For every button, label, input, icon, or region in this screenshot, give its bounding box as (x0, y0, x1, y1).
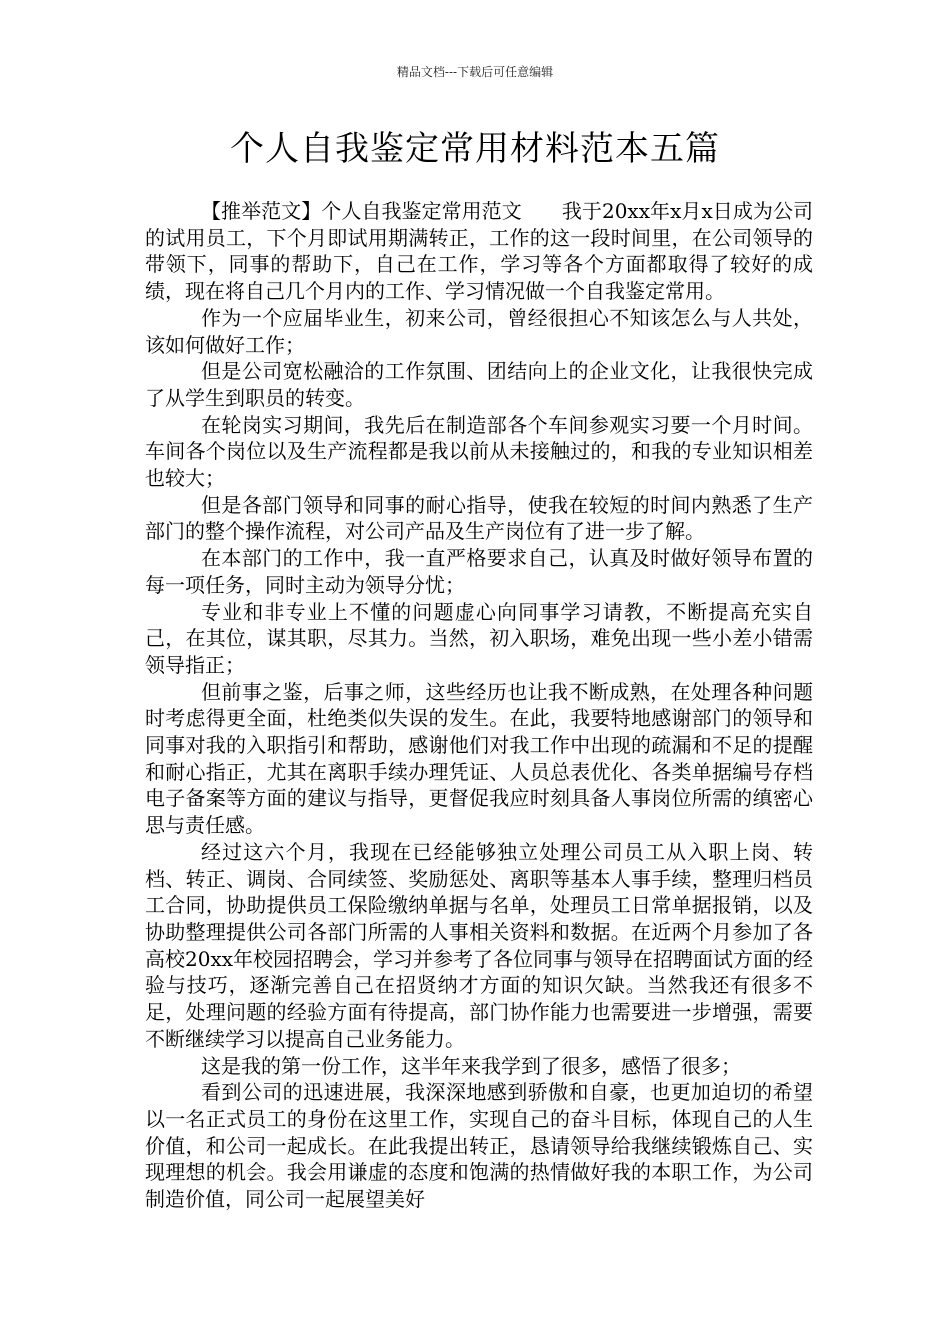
paragraph: 但是公司宽松融洽的工作氛围、团结向上的企业文化，让我很快完成了从学生到职员的转变。 (145, 359, 813, 410)
header-note: 精品文档---下载后可任意编辑 (396, 65, 554, 79)
paragraph: 在轮岗实习期间，我先后在制造部各个车间参观实习要一个月时间。车间各个岗位以及生产流程都是我以前从未接触过的，和我的专业知识相差也较大； (145, 412, 813, 491)
paragraph: 看到公司的迅速进展，我深深地感到骄傲和自豪，也更加迫切的希望以一名正式员工的身份在这里工作，实现自己的奋斗目标，体现自己的人生价值，和公司一起成长。在此我提出转正，恳请领导给我继续锻炼自己、实现理想的机会。我会用谦虚的态度和饱满的热情做好我的本职工作，为公司制造价值，同公司一起展望美好 (145, 1080, 813, 1212)
paragraph: 作为一个应届毕业生，初来公司，曾经很担心不知该怎么与人共处，该如何做好工作； (145, 305, 813, 357)
document-body (145, 198, 813, 1213)
paragraph: 在本部门的工作中，我一直严格要求自己，认真及时做好领导布置的每一项任务，同时主动为领导分忧； (145, 546, 813, 597)
document-title: 个人自我鉴定常用材料范本五篇 (230, 129, 720, 169)
paragraph: 专业和非专业上不懂的问题虚心向同事学习请教，不断提高充实自己，在其位，谋其职，尽其力。当然，初入职场，难免出现一些小差小错需领导指正； (145, 599, 813, 677)
paragraph: 这是我的第一份工作，这半年来我学到了很多，感悟了很多； (201, 1053, 741, 1078)
paragraph: 经过这六个月，我现在已经能够独立处理公司员工从入职上岗、转档、转正、调岗、合同续签、奖励惩处、离职等基本人事手续，整理归档员工合同，协助提供员工保险缴纳单据与名单，处理员工日常单据报销，以及协助整理提供公司各部门所需的人事相关资料和数据。在近两个月参加了各高校20xx年校园招聘会，学习并参考了各位同事与领导在招聘面试方面的经验与技巧，逐渐完善自己在招贤纳才方面的知识欠缺。当然我还有很多不足，处理问题的经验方面有待提高，部门协作能力也需要进一步增强，需要不断继续学习以提高自己业务能力。 (145, 839, 814, 1051)
paragraph: 但前事之鉴，后事之师，这些经历也让我不断成熟，在处理各种问题时考虑得更全面，杜绝类似失误的发生。在此，我要特地感谢部门的领导和同事对我的入职指引和帮助，感谢他们对我工作中出现的疏漏和不足的提醒和耐心指正，尤其在离职手续办理凭证、人员总表优化、各类单据编号存档电子备案等方面的建议与指导，更督促我应时刻具备人事岗位所需的缜密心思与责任感。 (145, 679, 813, 838)
paragraph: 【推举范文】个人自我鉴定常用范文 我于20xx年x月x日成为公司的试用员工，下个月即试用期满转正，工作的这一段时间里，在公司领导的带领下，同事的帮助下，自己在工作，学习等各个方面都取得了较好的成绩，现在将自己几个月内的工作、学习情况做一个自我鉴定常用。 (145, 199, 813, 304)
paragraph: 但是各部门领导和同事的耐心指导，使我在较短的时间内熟悉了生产部门的整个操作流程，对公司产品及生产岗位有了进一步了解。 (145, 492, 813, 544)
